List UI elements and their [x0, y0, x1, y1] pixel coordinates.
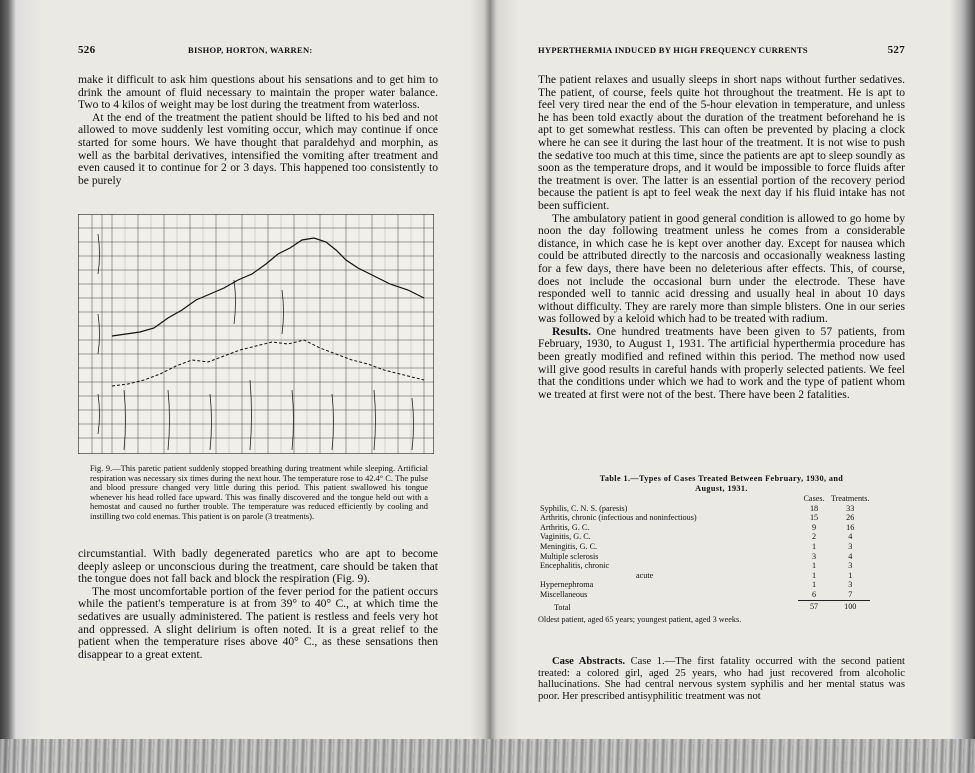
cases-table — [540, 494, 870, 613]
row-cases: 1 — [812, 570, 817, 580]
header-treatments: Treatments. — [830, 494, 870, 503]
row-label: Encephalitis, chronic — [540, 561, 610, 571]
left-paragraph-4: The most uncomfortable portion of the fever period for the patient occurs while the patient's temperature is at from 39° to 40° C., at which time the sedatives are usually administered. The patient is restless and feels very hot and oppressed. A slight delirium is often noted. It is a great relief to the patient when the temperature rises above 40° C., as these sensations then disappear to a great extent. — [78, 584, 438, 661]
table-row — [540, 513, 870, 523]
table-row — [540, 504, 870, 514]
table-row — [540, 552, 870, 562]
total-treatments: 100 — [831, 600, 870, 613]
row-cases: 3 — [812, 551, 817, 561]
row-cases: 9 — [812, 522, 817, 532]
left-page — [78, 38, 443, 738]
row-cases: 1 — [812, 561, 817, 571]
row-treatments: 16 — [846, 522, 855, 532]
table-total-row — [540, 600, 870, 613]
case-1-text: Case 1.—The first fatality occurred with the second patient treated: a colored girl, aged 25 years, who had just recovered from alcoholic hallucinations. She had central nervous system syphilis and her mental status was poor. Her prescribed antisyphilitic treatment was not — [538, 656, 905, 702]
right-paragraph-1: The patient relaxes and usually sleeps in short naps without further sedatives. The patient, of course, feels quite hot throughout the treatment. He is apt to feel very tired near the end of the 5-hour elevation in temperature, and unless he has been told exactly about the duration of the treatment beforehand he is apt to get somewhat restless. This can often be prevented by placing a clock where he can see it during the last hour of the treatment. It is not wise to push the sedative too much at this time, since the patients are apt to sleep soundly as soon as the temperature drops, and it would be impossible to force fluids after the treatment is over. The latter is an essential portion of the recovery period because the patient is apt to feel weak the next day if his fluid intake has not been sufficient. — [538, 73, 905, 212]
table-note: Oldest patient, aged 65 years; youngest patient, aged 3 weeks. — [538, 614, 742, 624]
case-abstract-paragraph — [538, 656, 905, 702]
right-paragraph-3 — [538, 326, 905, 402]
left-running-head: BISHOP, HORTON, WARREN: — [188, 45, 313, 55]
table-row — [540, 580, 870, 590]
row-treatments: 4 — [848, 551, 853, 561]
table-row — [540, 532, 870, 542]
results-text: One hundred treatments have been given to 57 patients, from February, 1930, to August 1, 1931. The artificial hyperthermia procedure has been greatly modified and refined within this period. The method now used will give good results in careful hands with properly selected patients. We feel that the conditions under which we had to work and the type of patient whom we treated at first were not of the best. There have been 2 fatalities. — [538, 324, 905, 401]
case-abstracts-label: Case Abstracts. — [552, 656, 625, 667]
left-paragraph-1: make it difficult to ask him questions about his sensations and to get him to drink the amount of fluid necessary to maintain the proper water balance. Two to 4 kilos of weight may be lost during the treatment from waterloss. — [78, 73, 438, 112]
row-label: Hypernephroma — [540, 580, 594, 590]
row-treatments: 26 — [846, 513, 855, 523]
row-label: Meningitis, G. C. — [540, 541, 598, 551]
row-cases: 2 — [812, 532, 817, 542]
row-cases: 6 — [812, 589, 817, 599]
left-bottom-text — [78, 548, 438, 661]
left-running-header — [78, 44, 443, 58]
row-label: Multiple sclerosis — [540, 551, 599, 561]
scan-edge-shadow — [0, 739, 975, 773]
figure-caption-block — [90, 464, 428, 521]
table-title-line-1: Table 1.—Types of Cases Treated Between February, 1930, and — [599, 474, 844, 483]
row-treatments: 33 — [846, 503, 855, 513]
row-cases: 18 — [809, 503, 819, 513]
table-1 — [538, 474, 905, 625]
table-row — [540, 590, 870, 600]
row-label: acute — [636, 570, 654, 580]
left-top-text — [78, 74, 438, 187]
right-running-header — [538, 44, 905, 58]
row-cases: 15 — [809, 513, 819, 523]
table-row — [540, 571, 870, 581]
row-cases: 1 — [812, 541, 817, 551]
table-title-line-2: August, 1931. — [695, 484, 748, 493]
right-paragraph-2: The ambulatory patient in good general condition is allowed to go home by noon the day following treatment unless he comes from a considerable distance, in which case he is kept over another day. Except for nausea which could be attributed directly to the narcosis and occasionally weakness lasting for a few days, there have been no deleterious after effects. This, of course, does not include the occasional burn under the electrode. These have responded well to tannic acid dressing and usually heal in about 10 days without difficulty. They are rarely more than simple blisters. One in our series was followed by a keloid which had to be treated with radium. — [538, 211, 905, 326]
left-page-number: 526 — [78, 44, 96, 56]
right-text — [538, 74, 905, 401]
total-cases: 57 — [798, 600, 831, 613]
figure-9-chart — [78, 214, 434, 454]
right-running-head: HYPERTHERMIA INDUCED BY HIGH FREQUENCY CURRENTS — [538, 45, 808, 55]
row-treatments: 4 — [848, 532, 853, 542]
case-abstracts-block — [538, 656, 905, 702]
total-label: Total — [554, 603, 571, 613]
left-paragraph-3: circumstantial. With badly degenerated paretics who are apt to become deeply asleep or unconscious during the treatment, care should be taken that the tongue does not fall back and block the respiration (Fig. 9). — [78, 547, 438, 586]
table-row — [540, 561, 870, 571]
row-label: Arthritis, G. C. — [540, 522, 590, 532]
row-treatments: 1 — [848, 570, 853, 580]
table-header-row — [540, 494, 870, 504]
row-treatments: 3 — [848, 541, 853, 551]
row-label: Vaginitis, G. C. — [540, 532, 591, 542]
right-page-number: 527 — [887, 44, 905, 56]
right-page — [538, 38, 905, 738]
table-row — [540, 523, 870, 533]
row-label: Arthritis, chronic (infectious and noninfectious) — [540, 513, 697, 523]
table-row — [540, 542, 870, 552]
row-treatments: 7 — [848, 589, 853, 599]
left-paragraph-2: At the end of the treatment the patient should be lifted to his bed and not allowed to move suddenly lest vomiting occur, which may continue if once started for some hours. We have thought that paraldehyd and morphin, as well as the barbital derivatives, intensified the vomiting after treatment and even caused it to continue for 2 or 3 days. This happened too consistently to be purely — [78, 110, 438, 187]
results-label: Results. — [552, 324, 591, 338]
header-cases: Cases. — [803, 494, 825, 503]
row-cases: 1 — [812, 580, 817, 590]
row-label: Miscellaneous — [540, 590, 588, 600]
figure-9-caption: Fig. 9.—This paretic patient suddenly stopped breathing during treatment while sleeping. Artificial respiration was necessary six times during the next hour. The temperature rose to 42.4° C. The pulse and blood pressure changed very little during this period. This patient swallowed his tongue whenever his head rolled face upward. This was finally discovered and the tongue held out with a hemostat and caused no further trouble. The temperature was reduced efficiently by cooling and instilling two cold enemas. This patient is on parole (3 treatments). — [90, 464, 428, 521]
row-treatments: 3 — [848, 580, 853, 590]
row-label: Syphilis, C. N. S. (paresis) — [540, 503, 628, 513]
row-treatments: 3 — [848, 561, 853, 571]
